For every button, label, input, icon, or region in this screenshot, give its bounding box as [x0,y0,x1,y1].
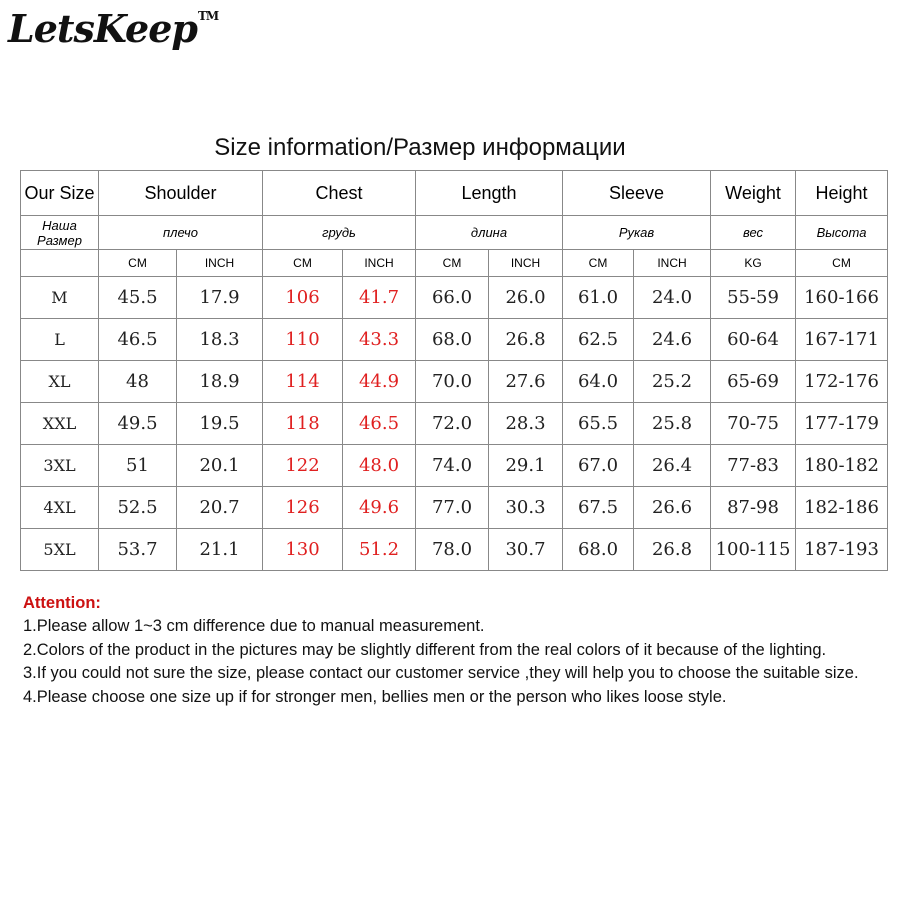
table-cell: 180-182 [796,445,888,487]
header-weight: Weight [711,171,796,216]
table-row [21,277,888,319]
table-cell: 25.2 [634,361,711,403]
table-cell: 78.0 [416,529,489,571]
table-cell: 182-186 [796,487,888,529]
table-cell: 68.0 [563,529,634,571]
table-row [21,319,888,361]
table-cell: 130 [263,529,343,571]
table-cell: 17.9 [177,277,263,319]
unit-cell: INCH [177,250,263,277]
unit-cell-blank [21,250,99,277]
table-cell: 70-75 [711,403,796,445]
table-cell: 26.4 [634,445,711,487]
table-cell: 67.5 [563,487,634,529]
table-cell: 28.3 [489,403,563,445]
header-ru-size: Наша Размер [21,216,99,250]
header-chest: Chest [263,171,416,216]
table-cell: 126 [263,487,343,529]
table-cell: 74.0 [416,445,489,487]
table-cell: 18.3 [177,319,263,361]
header-height: Height [796,171,888,216]
unit-cell: CM [263,250,343,277]
table-cell: 24.6 [634,319,711,361]
table-cell: 67.0 [563,445,634,487]
size-label-cell: 4XL [21,487,99,529]
table-cell: 20.7 [177,487,263,529]
table-row [21,487,888,529]
unit-cell: INCH [634,250,711,277]
brand-logo [8,6,218,51]
table-cell: 65-69 [711,361,796,403]
trademark-mark: TM [197,9,219,23]
table-row [21,445,888,487]
attention-notes [23,592,873,709]
table-cell: 51.2 [343,529,416,571]
size-label-cell: 5XL [21,529,99,571]
page-title: Size information/Размер информации [214,134,626,161]
table-cell: 45.5 [99,277,177,319]
table-row [21,361,888,403]
header-ru-shoulder: плечо [99,216,263,250]
table-cell: 18.9 [177,361,263,403]
header-sleeve: Sleeve [563,171,711,216]
size-chart-body [21,171,888,571]
table-cell: 49.5 [99,403,177,445]
size-label-cell: L [21,319,99,361]
header-ru-height: Высота [796,216,888,250]
size-label-cell: XXL [21,403,99,445]
table-cell: 19.5 [177,403,263,445]
table-cell: 52.5 [99,487,177,529]
table-cell: 51 [99,445,177,487]
table-cell: 110 [263,319,343,361]
table-cell: 122 [263,445,343,487]
unit-row [21,250,888,277]
note-item: 4.Please choose one size up if for stronger men, bellies men or the person who likes loose style. [23,687,727,706]
table-cell: 46.5 [99,319,177,361]
table-cell: 43.3 [343,319,416,361]
table-cell: 87-98 [711,487,796,529]
table-cell: 114 [263,361,343,403]
unit-cell: KG [711,250,796,277]
table-cell: 65.5 [563,403,634,445]
header-length: Length [416,171,563,216]
table-cell: 64.0 [563,361,634,403]
unit-cell: INCH [489,250,563,277]
table-cell: 106 [263,277,343,319]
table-cell: 21.1 [177,529,263,571]
unit-cell: CM [99,250,177,277]
note-item: 1.Please allow 1~3 cm difference due to manual measurement. [23,617,485,636]
table-row [21,403,888,445]
table-cell: 77.0 [416,487,489,529]
table-cell: 26.6 [634,487,711,529]
table-cell: 48.0 [343,445,416,487]
table-cell: 177-179 [796,403,888,445]
table-cell: 24.0 [634,277,711,319]
note-item: 3.If you could not sure the size, please contact our customer service ,they will help you to choose the suitable size. [23,664,859,683]
header-our-size: Our Size [21,171,99,216]
table-cell: 53.7 [99,529,177,571]
table-cell: 49.6 [343,487,416,529]
table-cell: 72.0 [416,403,489,445]
size-label-cell: M [21,277,99,319]
table-cell: 118 [263,403,343,445]
unit-cell: CM [796,250,888,277]
header-row-en [21,171,888,216]
size-label-cell: 3XL [21,445,99,487]
table-cell: 68.0 [416,319,489,361]
table-cell: 66.0 [416,277,489,319]
table-cell: 30.3 [489,487,563,529]
header-ru-chest: грудь [263,216,416,250]
unit-cell: CM [416,250,489,277]
attention-heading: Attention: [23,594,101,612]
table-cell: 20.1 [177,445,263,487]
unit-cell: CM [563,250,634,277]
table-cell: 100-115 [711,529,796,571]
table-cell: 160-166 [796,277,888,319]
header-row-ru [21,216,888,250]
table-cell: 70.0 [416,361,489,403]
table-cell: 30.7 [489,529,563,571]
table-cell: 62.5 [563,319,634,361]
header-shoulder: Shoulder [99,171,263,216]
table-cell: 41.7 [343,277,416,319]
table-cell: 25.8 [634,403,711,445]
header-ru-weight: вес [711,216,796,250]
unit-cell: INCH [343,250,416,277]
brand-logo-text: LetsKeep [8,6,197,51]
table-cell: 61.0 [563,277,634,319]
table-cell: 167-171 [796,319,888,361]
table-cell: 55-59 [711,277,796,319]
table-cell: 172-176 [796,361,888,403]
table-cell: 29.1 [489,445,563,487]
header-ru-length: длина [416,216,563,250]
table-cell: 27.6 [489,361,563,403]
table-cell: 44.9 [343,361,416,403]
table-cell: 26.8 [489,319,563,361]
table-cell: 48 [99,361,177,403]
table-cell: 26.8 [634,529,711,571]
table-cell: 46.5 [343,403,416,445]
table-cell: 60-64 [711,319,796,361]
table-cell: 77-83 [711,445,796,487]
header-ru-sleeve: Рукав [563,216,711,250]
table-row [21,529,888,571]
size-chart-table [20,170,888,571]
table-cell: 187-193 [796,529,888,571]
table-cell: 26.0 [489,277,563,319]
size-label-cell: XL [21,361,99,403]
note-item: 2.Colors of the product in the pictures may be slightly different from the real colors of it because of the lighting. [23,640,827,659]
